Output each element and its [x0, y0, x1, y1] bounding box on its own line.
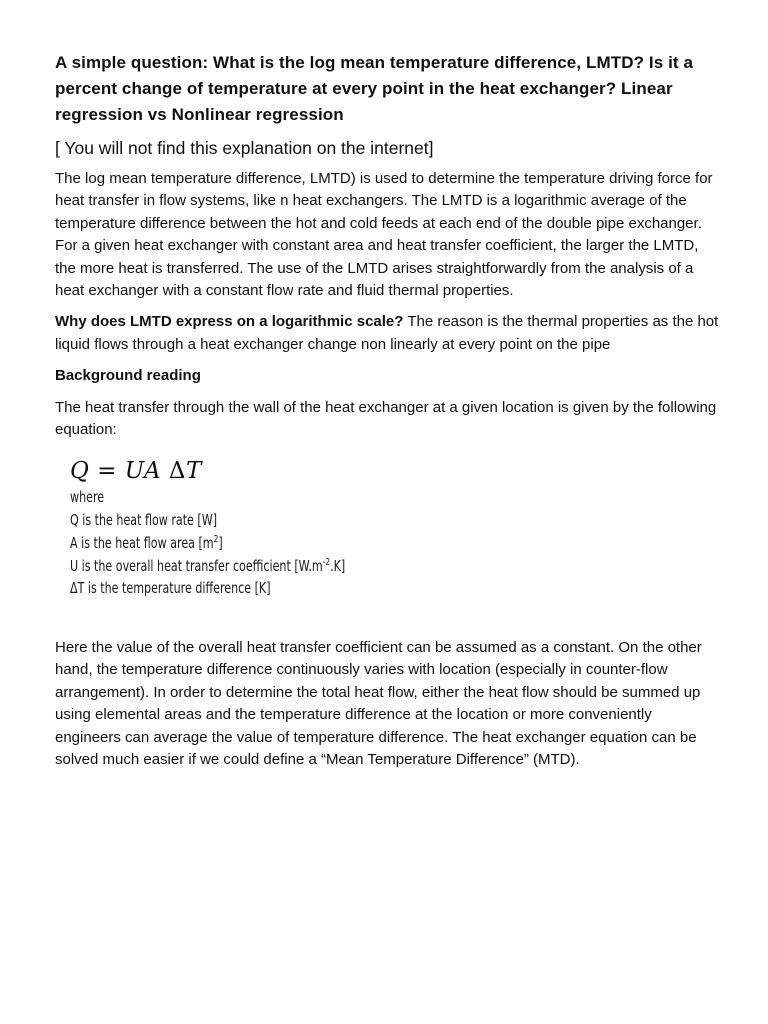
- definition-a-suffix: ]: [218, 533, 223, 552]
- background-paragraph: The heat transfer through the wall of the heat exchanger at a given location is given by the following equation:: [55, 398, 717, 439]
- definition-u-exponent: -2: [322, 556, 331, 568]
- equation-image: [70, 456, 720, 600]
- definition-u: [70, 555, 551, 578]
- definition-a-exponent: 2: [213, 533, 219, 545]
- equation-equals: =: [89, 458, 125, 485]
- equation-delta: Δ: [161, 458, 186, 485]
- closing-paragraph: Here the value of the overall heat transfer coefficient can be assumed as a constant. On the other hand, the temperature difference continuously varies with location (especially in counter-flow arrangement). In order to determine the total heat flow, either the heat flow should be summed up using elemental areas and the temperature difference at the location or more conveniently engineers can average the value of temperature difference. The heat exchanger equation can be solved much easier if we could define a “Mean Temperature Difference” (MTD).: [55, 638, 702, 769]
- definition-a: [70, 532, 551, 555]
- document-title: A simple question: What is the log mean temperature difference, LMTD? Is it a percent change of temperature at every point in the heat exchanger? Linear regression vs Nonlinear regression: [55, 53, 694, 124]
- equation-t: T: [185, 458, 202, 485]
- definition-q: Q is the heat flow rate [W]: [70, 511, 218, 530]
- why-question: Why does LMTD express on a logarithmic scale?: [55, 313, 404, 331]
- definition-dt: ΔT is the temperature difference [K]: [70, 579, 271, 598]
- equation-ua: UA: [124, 458, 162, 485]
- equation-lhs: Q: [70, 458, 90, 485]
- heat-transfer-equation: [70, 456, 720, 486]
- why-paragraph: [55, 311, 720, 356]
- why-answer: The reason is the thermal properties as the hot liquid flows through a heat exchanger change non linearly at every point on the pipe: [55, 313, 719, 353]
- intro-paragraph: The log mean temperature difference, LMTD) is used to determine the temperature driving force for heat transfer in flow systems, like n heat exchangers. The LMTD is a logarithmic average of the temperature difference between the hot and cold feeds at each end of the double pipe exchanger. For a given heat exchanger with constant area and heat transfer coefficient, the larger the LMTD, the more heat is transferred. The use of the LMTD arises straightforwardly from the analysis of a heat exchanger with a constant flow rate and fluid thermal properties.: [55, 170, 713, 300]
- definition-u-suffix: .K]: [330, 556, 346, 575]
- definition-u-text: U is the overall heat transfer coefficient [W.m: [70, 556, 323, 575]
- definition-a-text: A is the heat flow area [m: [70, 533, 214, 552]
- background-heading: Background reading: [55, 367, 201, 385]
- equation-definitions: [70, 486, 551, 600]
- definition-where: where: [70, 488, 105, 507]
- document-subtitle: [ You will not find this explanation on the internet]: [55, 138, 434, 158]
- document-page: [55, 50, 720, 771]
